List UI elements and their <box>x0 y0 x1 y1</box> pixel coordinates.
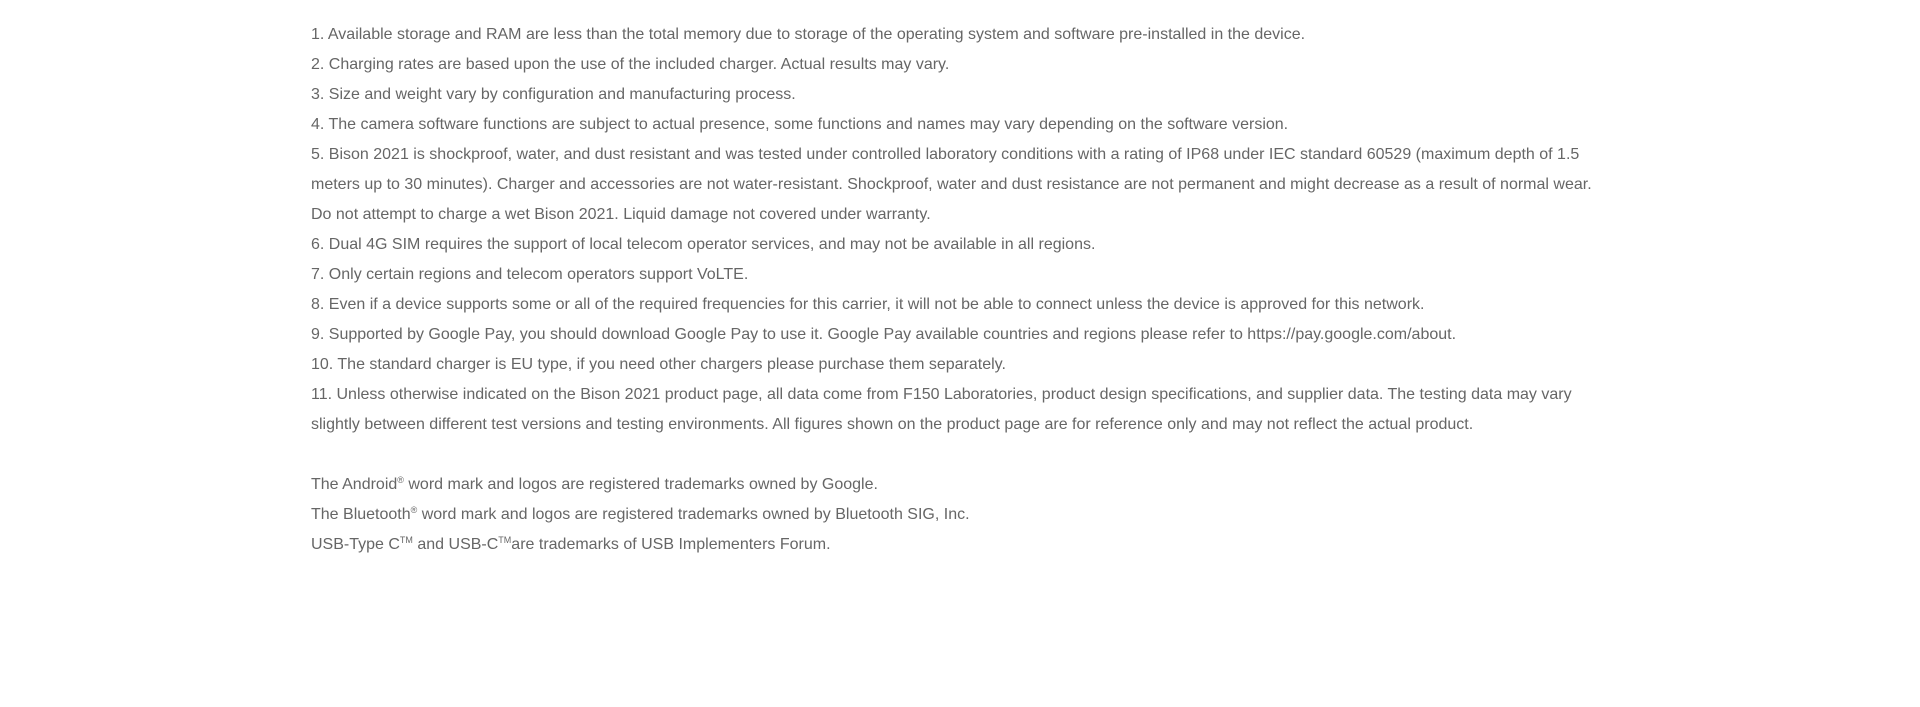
footnote-4: 4. The camera software functions are subject to actual presence, some functions and names may vary depending on the software version. <box>311 116 1289 133</box>
footnote-1: 1. Available storage and RAM are less than the total memory due to storage of the operating system and software pre-installed in the device. <box>311 26 1306 43</box>
disclaimer-section <box>311 20 1611 560</box>
footnote-8: 8. Even if a device supports some or all of the required frequencies for this carrier, it will not be able to connect unless the device is approved for this network. <box>311 296 1425 313</box>
trademark-usb-c: and USB-C <box>412 536 499 553</box>
footnote-5: 5. Bison 2021 is shockproof, water, and dust resistant and was tested under controlled laboratory conditions with a rating of IP68 under IEC standard 60529 (maximum depth of 1.5 meters up to 30 minutes). Charger and accessories are not water-resistant. Shockproof, water and dust resistance are not permanent and might decrease as a result of normal wear. Do not attempt to charge a wet Bison 2021. Liquid damage not covered under warranty. <box>311 146 1592 223</box>
footnote-11: 11. Unless otherwise indicated on the Bison 2021 product page, all data come from F150 Laboratories, product design specifications, and supplier data. The testing data may vary slightly between different test versions and testing environments. All figures shown on the product page are for reference only and may not reflect the actual product. <box>311 386 1572 433</box>
trademark-android-text: word mark and logos are registered trademarks owned by Google. <box>403 476 878 493</box>
trademark-bluetooth-text: word mark and logos are registered trademarks owned by Bluetooth SIG, Inc. <box>417 506 970 523</box>
trademark-bluetooth <box>311 500 1611 530</box>
footnote-3: 3. Size and weight vary by configuration and manufacturing process. <box>311 86 796 103</box>
footnote-10: 10. The standard charger is EU type, if you need other chargers please purchase them separately. <box>311 356 1006 373</box>
footnote-2: 2. Charging rates are based upon the use of the included charger. Actual results may vary. <box>311 56 950 73</box>
footnote-9: 9. Supported by Google Pay, you should download Google Pay to use it. Google Pay available countries and regions please refer to https://pay.google.com/about. <box>311 326 1457 343</box>
footnotes-list <box>311 20 1611 440</box>
trademark-android <box>311 470 1611 500</box>
trademark-notices <box>311 470 1611 560</box>
trademark-android-name: The Android <box>311 476 398 493</box>
trademark-usb-text: are trademarks of USB Implementers Forum. <box>511 536 831 553</box>
registered-mark: ® <box>410 505 418 515</box>
registered-mark: ® <box>397 475 404 485</box>
footnote-7: 7. Only certain regions and telecom operators support VoLTE. <box>311 266 749 283</box>
footnote-6: 6. Dual 4G SIM requires the support of local telecom operator services, and may not be available in all regions. <box>311 236 1096 253</box>
tm-mark: TM <box>498 535 512 545</box>
trademark-bluetooth-name: The Bluetooth <box>311 506 411 523</box>
trademark-usb <box>311 530 1611 560</box>
trademark-usb-type-c: USB-Type C <box>311 536 400 553</box>
tm-mark: TM <box>399 535 413 545</box>
